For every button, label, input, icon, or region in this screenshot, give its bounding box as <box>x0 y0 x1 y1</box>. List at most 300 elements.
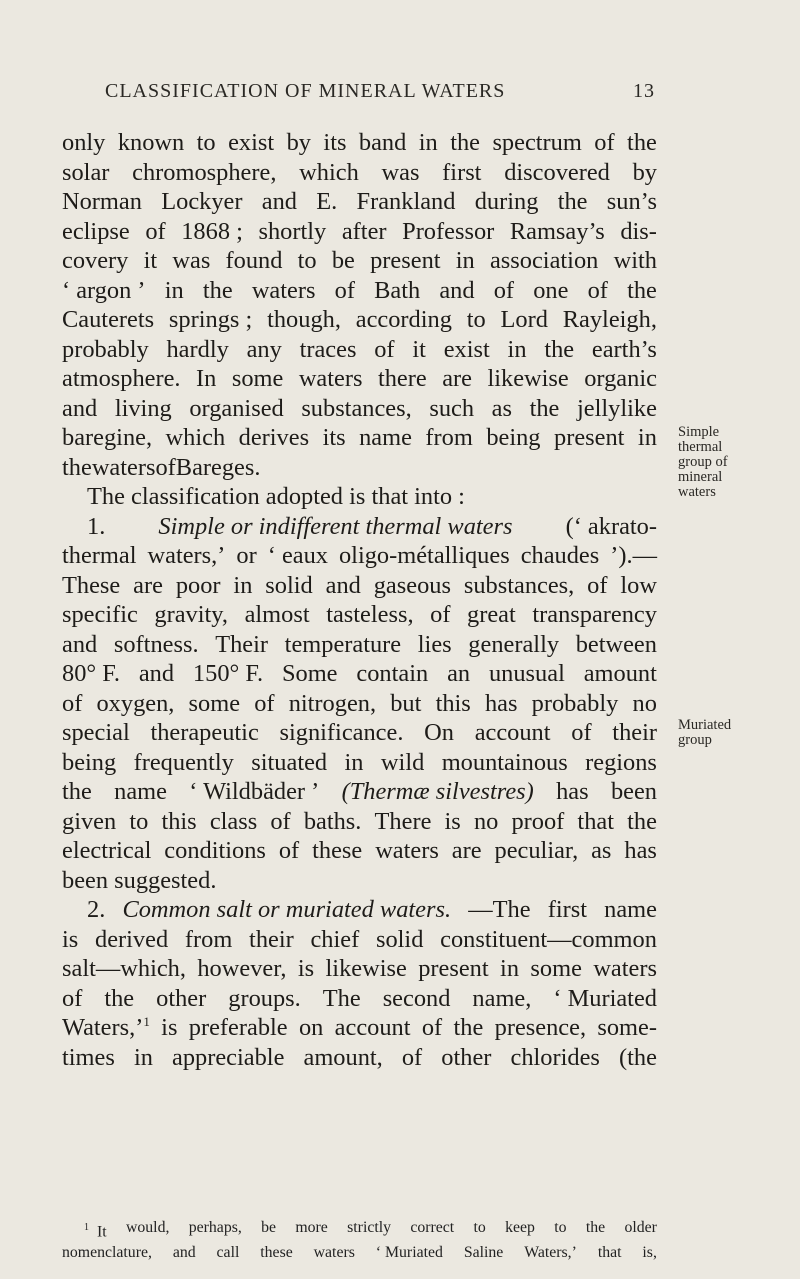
word: name <box>359 424 412 451</box>
word: however, <box>197 955 287 982</box>
word: been suggested. <box>62 866 217 894</box>
word: some <box>231 365 284 392</box>
word: substances, <box>301 394 412 422</box>
word: be <box>331 247 355 274</box>
word: peculiar, <box>494 837 579 864</box>
word: thermal <box>62 542 137 569</box>
word: poor <box>175 571 221 599</box>
word: Cauterets <box>62 306 155 333</box>
word: Bath <box>374 276 421 304</box>
word: 1. <box>87 512 106 540</box>
margin-note-line: thermal <box>678 439 723 455</box>
word: almost <box>244 601 310 628</box>
word: solid <box>265 571 313 599</box>
text-line <box>62 187 657 217</box>
word: dis- <box>620 217 657 245</box>
word: after <box>341 217 387 245</box>
word: E. <box>316 188 338 215</box>
word: and <box>172 1244 196 1262</box>
word: waters <box>593 955 657 982</box>
word: of <box>401 1043 423 1071</box>
word: low <box>620 571 657 599</box>
word: of <box>145 217 166 245</box>
word: baregine, <box>62 424 153 451</box>
word: the <box>453 1014 484 1041</box>
word: These <box>62 571 121 599</box>
word: are <box>442 365 472 392</box>
word: situated <box>251 748 328 776</box>
word: Lord <box>500 306 548 333</box>
text-line <box>62 158 657 188</box>
word: hardly <box>166 335 229 363</box>
word: ‘ Wildbäder ’ <box>189 778 320 805</box>
word: strictly <box>347 1219 392 1236</box>
word: the <box>585 1219 606 1236</box>
word: waters <box>313 1244 355 1262</box>
word: of <box>493 276 515 304</box>
word: from <box>184 925 233 953</box>
word: springs ; <box>168 306 253 333</box>
word: call <box>216 1244 240 1262</box>
word: that <box>577 807 614 835</box>
body-text <box>62 128 657 1072</box>
word: been <box>610 778 657 805</box>
word: the <box>627 129 657 156</box>
page-number: 13 <box>633 80 655 102</box>
running-title: CLASSIFICATION OF MINERAL WATERS <box>105 80 506 102</box>
word: in <box>418 129 438 156</box>
word: nitrogen, <box>288 689 377 717</box>
word: preferable <box>188 1014 288 1041</box>
word: oxygen, <box>96 689 175 717</box>
word: only <box>62 129 106 156</box>
word: the <box>544 335 575 363</box>
word: eclipse <box>62 217 130 245</box>
word: the <box>104 984 135 1012</box>
text-line <box>62 276 657 306</box>
word: which <box>165 424 226 451</box>
word: and <box>325 571 361 599</box>
text-line <box>62 364 657 394</box>
word: of <box>594 129 615 156</box>
word: tasteless, <box>326 601 414 628</box>
word: (the <box>619 1043 657 1071</box>
word: has <box>484 689 518 717</box>
word: It <box>97 1223 107 1241</box>
word: in <box>164 276 184 304</box>
word: the <box>450 129 480 156</box>
text-line <box>62 305 657 335</box>
word: ‘ Muriated <box>375 1244 443 1262</box>
text-line <box>62 895 657 925</box>
word: 1868 ; <box>181 217 243 245</box>
word: is <box>297 955 315 982</box>
word: of <box>270 807 291 835</box>
word: any <box>246 335 282 363</box>
word: account <box>334 1014 411 1041</box>
word: Simple or indifferent thermal waters <box>158 512 513 540</box>
word: of <box>254 689 275 717</box>
margin-note-line: Muriated <box>678 717 732 733</box>
word: in <box>500 955 520 982</box>
text-line <box>62 954 657 984</box>
margin-note-simple-thermal <box>678 425 728 500</box>
word: mountainous <box>441 748 568 776</box>
word: to <box>196 129 216 156</box>
word: Norman <box>62 188 142 215</box>
word: In <box>196 365 217 392</box>
word: such <box>429 394 475 422</box>
word: its <box>323 129 347 156</box>
word: to <box>129 807 149 835</box>
word: no <box>473 807 499 835</box>
word: in <box>133 1043 153 1071</box>
text-line <box>62 659 657 689</box>
word: waters,’ <box>147 542 226 569</box>
word: times <box>62 1043 115 1071</box>
word: ’).— <box>610 542 657 569</box>
word: transparency <box>532 601 657 628</box>
word: has <box>556 778 589 805</box>
word: of <box>430 601 451 628</box>
word: chaudes <box>520 542 600 569</box>
word: Professor <box>402 217 495 245</box>
word: first <box>547 896 587 923</box>
word: it <box>143 247 158 274</box>
text-line <box>62 571 657 601</box>
word: probably <box>531 689 619 717</box>
word: being <box>62 748 117 776</box>
word: and <box>261 188 297 215</box>
word: waters <box>91 453 156 481</box>
word: or <box>236 542 257 569</box>
word: and <box>439 276 475 304</box>
word: amount <box>583 660 657 687</box>
word: in <box>507 335 527 363</box>
word: as <box>491 394 512 422</box>
text-line <box>62 1013 657 1043</box>
word: nomenclature, <box>62 1244 152 1262</box>
word: 2. <box>87 896 106 923</box>
word: Lockyer <box>161 188 243 215</box>
word: and <box>138 660 175 687</box>
word: constituent—common <box>440 925 657 953</box>
word: being <box>486 424 541 451</box>
text-line <box>62 128 657 158</box>
word: waters <box>251 276 316 304</box>
word: ‘ argon ’ <box>62 276 146 304</box>
word: was <box>381 158 420 186</box>
word: exist <box>443 335 490 363</box>
word: between <box>575 630 657 658</box>
word: class <box>209 807 258 835</box>
word: some <box>188 689 241 717</box>
text-line <box>62 718 657 748</box>
word: The <box>322 984 361 1012</box>
word: (Thermæ silvestres) <box>341 778 534 805</box>
word: older <box>624 1219 657 1236</box>
word: present <box>554 424 625 451</box>
word: that <box>597 1244 622 1262</box>
margin-note-line: Simple <box>678 424 720 440</box>
word: Common salt or muriated waters. <box>122 896 452 923</box>
word: baths. <box>303 807 362 835</box>
text-line <box>62 246 657 276</box>
word: the <box>627 807 657 835</box>
word: solid <box>375 925 424 953</box>
text-line <box>62 836 657 866</box>
word: though, <box>267 306 341 333</box>
word: other <box>441 1043 492 1071</box>
word: found <box>225 247 283 274</box>
word: generally <box>468 630 560 658</box>
word: account <box>474 719 551 746</box>
text-line <box>62 925 657 955</box>
word: atmosphere. <box>62 365 181 392</box>
word: in <box>233 571 253 599</box>
word: Bareges. <box>175 453 261 481</box>
word: name <box>114 778 167 805</box>
text-line <box>62 512 657 542</box>
word: groups. <box>228 984 301 1012</box>
word: ‘ eaux <box>267 542 328 569</box>
word: correct <box>410 1219 455 1236</box>
word: and <box>62 630 98 658</box>
word: (‘ akrato- <box>565 512 657 540</box>
text-line <box>62 777 657 807</box>
word: the <box>62 778 92 805</box>
word: appreciable <box>172 1043 285 1071</box>
word: covery <box>62 247 129 274</box>
word: probably <box>62 335 149 363</box>
word: from <box>425 424 473 451</box>
word: to <box>466 306 486 333</box>
footnote-mark: 1 <box>84 1222 89 1233</box>
word: Some <box>281 660 338 687</box>
word: frequently <box>133 748 234 776</box>
word: significance. <box>279 719 404 746</box>
word: chlorides <box>510 1043 600 1071</box>
word: present <box>418 955 489 982</box>
word: its <box>322 424 346 451</box>
word: which <box>299 158 359 186</box>
text-line <box>62 453 657 483</box>
word: presence, <box>494 1014 587 1041</box>
footnote-line <box>62 1217 657 1242</box>
footnote-line <box>62 1242 657 1263</box>
text-line <box>62 600 657 630</box>
margin-note-line: group <box>678 732 712 748</box>
word: second <box>382 984 451 1012</box>
word: is <box>444 807 461 835</box>
word: unusual <box>488 660 565 687</box>
word: on <box>298 1014 324 1041</box>
word: keep <box>505 1219 535 1236</box>
text-line <box>62 984 657 1014</box>
text-line <box>62 217 657 247</box>
word: it <box>412 335 426 363</box>
text-line <box>62 689 657 719</box>
word: the <box>62 453 92 481</box>
word: of <box>62 984 83 1012</box>
word: Frankland <box>356 188 456 215</box>
word: association <box>489 247 599 274</box>
footnote-start <box>84 1217 107 1242</box>
word: by <box>286 129 311 156</box>
word: proof <box>511 807 565 835</box>
word: present <box>370 247 441 274</box>
text-line <box>62 394 657 424</box>
word: some <box>530 955 582 982</box>
word: gaseous <box>373 571 451 599</box>
word: perhaps, <box>188 1219 242 1236</box>
word: during <box>474 188 539 215</box>
word: Rayleigh, <box>562 306 657 333</box>
word: derived <box>95 925 169 953</box>
word: was <box>172 247 211 274</box>
word: there <box>377 365 427 392</box>
word: has <box>624 837 657 864</box>
word: of <box>374 335 395 363</box>
margin-note-line: waters <box>678 484 716 500</box>
word: the <box>202 276 233 304</box>
word: therapeutic <box>150 719 259 746</box>
text-line <box>62 482 657 512</box>
word: known <box>117 129 185 156</box>
word: Waters,’1 <box>62 1013 150 1041</box>
word: The classification adopted is that into : <box>87 483 465 510</box>
word: in <box>637 424 657 451</box>
text-line <box>62 748 657 778</box>
word: by <box>632 158 657 186</box>
word: conditions <box>164 837 266 864</box>
word: with <box>613 247 657 274</box>
word: organised <box>189 394 284 422</box>
word: There <box>374 807 432 835</box>
word: shortly <box>258 217 327 245</box>
word: is, <box>642 1244 657 1262</box>
word: some- <box>597 1014 657 1041</box>
text-line <box>62 541 657 571</box>
word: Saline <box>463 1244 504 1262</box>
word: amount, <box>303 1043 383 1071</box>
word: chief <box>310 925 360 953</box>
word: specific <box>62 601 138 628</box>
word: these <box>312 837 363 864</box>
word: ‘ Muriated <box>553 984 657 1012</box>
margin-note-muriated <box>678 718 731 748</box>
margin-note-line: mineral <box>678 469 723 485</box>
word: solar <box>62 158 110 186</box>
text-line <box>62 807 657 837</box>
word: living <box>114 394 172 422</box>
text-line <box>62 335 657 365</box>
word: discovered <box>504 158 610 186</box>
word: salt—which, <box>62 955 186 982</box>
text-line <box>62 1043 657 1073</box>
word: 150° F. <box>192 660 264 687</box>
word: of <box>62 689 83 717</box>
word: the <box>627 276 657 304</box>
word: oligo-métalliques <box>338 542 510 569</box>
word: other <box>156 984 207 1012</box>
word: gravity, <box>154 601 229 628</box>
word: of <box>587 571 608 599</box>
word: likewise <box>487 365 569 392</box>
word: of <box>421 1014 443 1041</box>
word: more <box>295 1219 328 1236</box>
word: and <box>62 394 98 422</box>
word: name, <box>472 984 532 1012</box>
word: of <box>278 837 300 864</box>
word: contain <box>356 660 429 687</box>
word: —The <box>468 896 531 923</box>
word: substances, <box>463 571 575 599</box>
text-line <box>62 866 657 896</box>
word: their <box>612 719 657 746</box>
word: softness. <box>113 630 199 658</box>
word: the <box>557 188 588 215</box>
word: no <box>632 689 657 717</box>
word: to <box>473 1219 486 1236</box>
word: these <box>260 1244 293 1262</box>
text-line <box>62 423 657 453</box>
word: of <box>155 453 176 481</box>
word: On <box>424 719 454 746</box>
word: Ramsay’s <box>509 217 605 245</box>
word: first <box>442 158 482 186</box>
word: name <box>604 896 657 923</box>
word: exist <box>228 129 275 156</box>
word: to <box>297 247 317 274</box>
word: band <box>358 129 407 156</box>
word: but <box>390 689 422 717</box>
text-line <box>62 630 657 660</box>
word: derives <box>238 424 310 451</box>
word: is <box>161 1014 178 1041</box>
word: of <box>334 276 355 304</box>
word: are <box>133 571 163 599</box>
word: be <box>261 1219 277 1236</box>
word: of <box>571 719 592 746</box>
word: sun’s <box>606 188 657 215</box>
word: this <box>435 689 471 717</box>
word: of <box>587 276 608 304</box>
word: is <box>62 925 79 953</box>
word: one <box>533 276 569 304</box>
word: are <box>451 837 482 864</box>
word: Waters,’ <box>524 1244 577 1262</box>
word: waters <box>298 365 363 392</box>
word: given <box>62 807 117 835</box>
word: this <box>161 807 197 835</box>
word: electrical <box>62 837 152 864</box>
word: an <box>447 660 471 687</box>
word: would, <box>125 1219 170 1236</box>
footnote <box>62 1217 657 1263</box>
word: according <box>355 306 452 333</box>
word: wild <box>380 748 425 776</box>
margin-note-line: group of <box>678 454 728 470</box>
word: earth’s <box>591 335 657 363</box>
word: their <box>249 925 294 953</box>
word: special <box>62 719 130 746</box>
word: organic <box>584 365 657 392</box>
word: likewise <box>325 955 407 982</box>
word: traces <box>299 335 357 363</box>
word: waters <box>375 837 439 864</box>
word: in <box>455 247 475 274</box>
